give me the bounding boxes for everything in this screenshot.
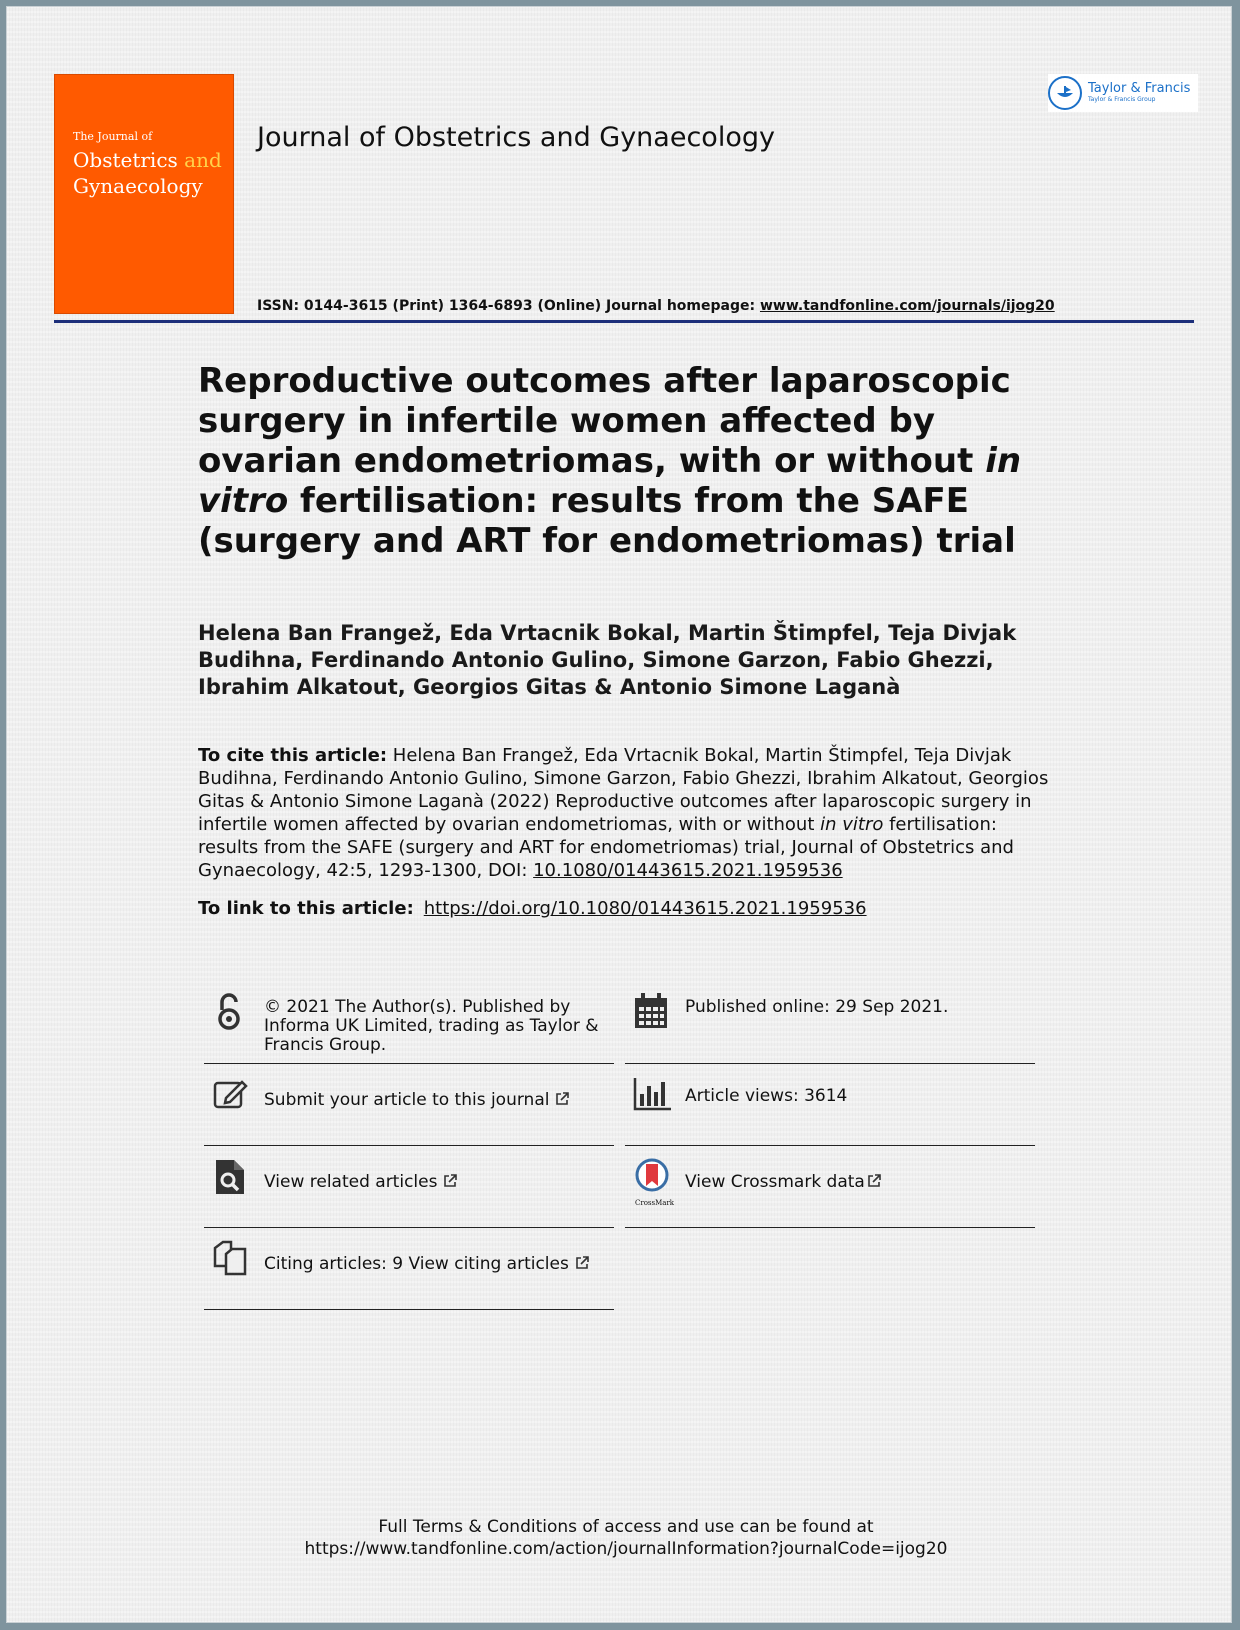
external-link-icon — [867, 1174, 881, 1188]
divider — [625, 1145, 1035, 1147]
publisher-logo-icon — [1048, 76, 1082, 110]
crossmark-logo-text: CrossMark — [635, 1199, 675, 1207]
calendar-icon — [633, 992, 669, 1028]
submit-article-link[interactable] — [264, 1091, 614, 1110]
cover-line2: Gynaecology — [73, 174, 203, 198]
title-part1: Reproductive outcomes after laparoscopic surgery in infertile women affected by ovarian endometriomas, with or without — [198, 361, 1011, 481]
edit-icon — [212, 1076, 248, 1112]
open-access-icon — [212, 992, 248, 1028]
submit-article-text[interactable]: Submit your article to this journal — [264, 1090, 550, 1110]
publisher-logo — [1048, 74, 1198, 112]
publisher-name: Taylor & Francis — [1088, 81, 1191, 96]
divider — [204, 1227, 614, 1229]
crossmark-text[interactable]: View Crossmark data — [685, 1172, 865, 1192]
cite-label: To cite this article: — [198, 745, 388, 766]
cite-part1: Helena Ban Frangež, Eda Vrtacnik Bokal, Martin Štimpfel, Teja Divjak Budihna, Ferdinando Antonio Gulino, Simone Garzon, Fabio Ghezzi, Ibrahim Alkatout, Georgios Gitas & Antonio Simone Laganà (2022) Reproductive outcomes after laparoscopic surgery in infertile women affected by ovarian endometriomas, with or without — [198, 745, 1049, 835]
divider — [625, 1063, 1035, 1065]
copyright-text: © 2021 The Author(s). Published by Informa UK Limited, trading as Taylor & Francis Group. — [264, 997, 599, 1055]
issn-line — [257, 298, 1055, 314]
footer-line1: Full Terms & Conditions of access and use can be found at — [378, 1517, 874, 1537]
related-articles-box[interactable] — [204, 1158, 614, 1228]
citing-articles-box[interactable] — [204, 1240, 614, 1310]
title-italic: in vitro — [198, 441, 1022, 521]
journal-homepage-link[interactable]: www.tandfonline.com/journals/ijog20 — [759, 298, 1055, 314]
article-title — [198, 361, 1028, 561]
submit-article-box[interactable] — [204, 1076, 614, 1146]
header-divider — [54, 320, 1194, 323]
cite-italic: in vitro — [820, 814, 884, 835]
issn-text: ISSN: 0144-3615 (Print) 1364-6893 (Online) Journal homepage: — [257, 298, 760, 314]
divider — [204, 1309, 614, 1311]
cover-and: and — [184, 148, 222, 172]
article-doi-link[interactable]: https://doi.org/10.1080/01443615.2021.1959536 — [423, 898, 867, 919]
published-date-text: Published online: 29 Sep 2021. — [685, 997, 949, 1017]
divider — [204, 1063, 614, 1065]
journal-title: Journal of Obstetrics and Gynaecology — [257, 122, 775, 153]
divider — [625, 1227, 1035, 1229]
citation-block — [198, 744, 1058, 882]
terms-footer — [6, 1516, 1240, 1560]
publisher-group: Taylor & Francis Group — [1088, 96, 1156, 103]
article-views-text: Article views: 3614 — [685, 1086, 848, 1106]
crossmark-link[interactable] — [685, 1173, 1035, 1192]
related-articles-link[interactable] — [264, 1173, 614, 1192]
cover-small-text: The Journal of — [73, 130, 153, 143]
article-link-line — [198, 898, 867, 919]
article-authors: Helena Ban Frangež, Eda Vrtacnik Bokal, Martin Štimpfel, Teja Divjak Budihna, Ferdinando Antonio Gulino, Simone Garzon, Fabio Ghezzi, Ibrahim Alkatout, Georgios Gitas & Antonio Simone Laganà — [198, 621, 1017, 699]
citing-articles-text[interactable]: Citing articles: 9 View citing articles — [264, 1254, 569, 1274]
published-box — [625, 992, 1035, 1064]
article-views-box — [625, 1076, 1035, 1146]
crossmark-icon — [633, 1158, 675, 1207]
external-link-icon — [443, 1174, 457, 1188]
cite-part2: fertilisation: results from the SAFE (surgery and ART for endometriomas) trial, Journal of Obstetrics and Gynaecology, 42:5, 1293-1300, DOI: — [198, 814, 1014, 881]
copy-documents-icon — [212, 1240, 248, 1276]
cite-doi-link[interactable]: 10.1080/01443615.2021.1959536 — [533, 860, 843, 881]
cover-line1: Obstetrics — [73, 148, 178, 172]
citing-articles-link[interactable] — [264, 1255, 614, 1274]
footer-terms-url[interactable]: https://www.tandfonline.com/action/journalInformation?journalCode=ijog20 — [304, 1539, 948, 1559]
cover-title — [73, 147, 233, 199]
journal-cover-image — [54, 74, 234, 314]
title-part2: fertilisation: results from the SAFE (surgery and ART for endometriomas) trial — [198, 481, 1016, 561]
link-label: To link to this article: — [198, 898, 414, 919]
crossmark-box[interactable] — [625, 1158, 1035, 1228]
search-document-icon — [212, 1158, 248, 1194]
document-page — [6, 6, 1232, 1623]
divider — [204, 1145, 614, 1147]
external-link-icon — [575, 1256, 589, 1270]
bar-chart-icon — [633, 1076, 669, 1112]
related-articles-text[interactable]: View related articles — [264, 1172, 438, 1192]
external-link-icon — [555, 1092, 569, 1106]
copyright-box — [204, 992, 614, 1064]
